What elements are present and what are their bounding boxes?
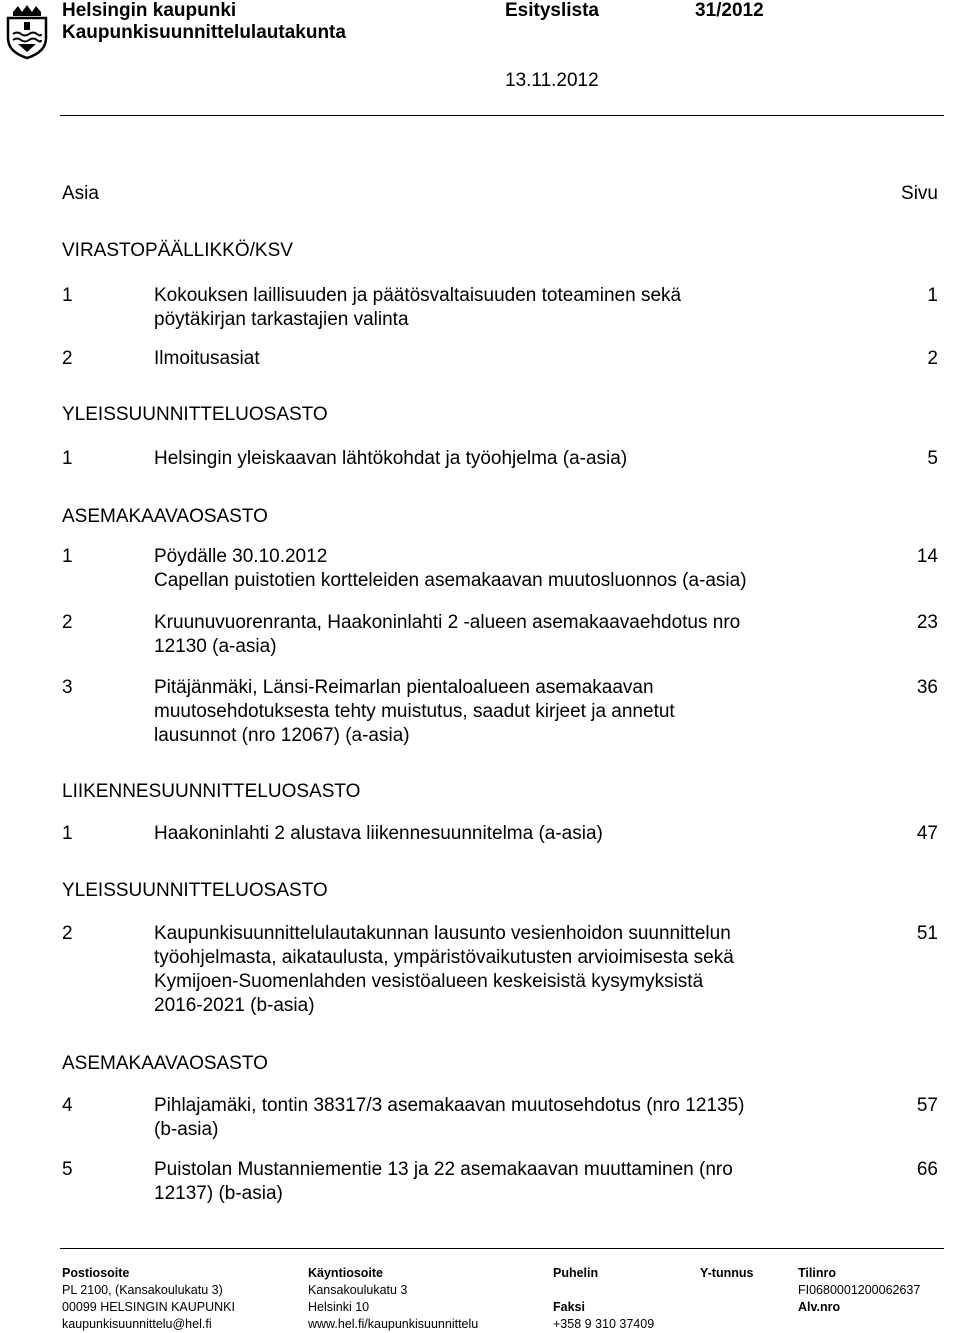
- postal-address-line: 00099 HELSINGIN KAUPUNKI: [62, 1300, 235, 1314]
- organization-name: Helsingin kaupunki: [62, 0, 237, 21]
- footer-divider: [60, 1248, 944, 1249]
- item-text-line: Pihlajamäki, tontin 38317/3 asemakaavan muutosehdotus (nro 12135): [154, 1095, 745, 1116]
- postal-address-label: Postiosoite: [62, 1266, 130, 1280]
- item-page-number: 36: [916, 677, 938, 698]
- item-number: 2: [62, 923, 73, 944]
- item-page-number: 57: [916, 1095, 938, 1116]
- section-heading: ASEMAKAAVAOSASTO: [62, 506, 268, 527]
- item-number: 1: [62, 285, 73, 306]
- website-link[interactable]: www.hel.fi/kaupunkisuunnittelu: [308, 1317, 479, 1331]
- page-column-heading: Sivu: [901, 183, 938, 204]
- section-heading: VIRASTOPÄÄLLIKKÖ/KSV: [62, 240, 293, 261]
- item-text-line: Pitäjänmäki, Länsi-Reimarlan pientaloalueen asemakaavan: [154, 677, 654, 698]
- fax-label: Faksi: [553, 1300, 585, 1314]
- item-text-line: Kokouksen laillisuuden ja päätösvaltaisuuden toteaminen sekä: [154, 285, 682, 306]
- item-text-line: Kruunuvuorenranta, Haakoninlahti 2 -alueen asemakaavaehdotus nro: [154, 612, 741, 633]
- item-page-number: 51: [916, 923, 938, 944]
- item-page-number: 2: [927, 348, 938, 369]
- footer-postal-address: [62, 1265, 235, 1333]
- helsinki-crest-icon: [4, 4, 50, 60]
- item-text-line: pöytäkirjan tarkastajien valinta: [154, 309, 409, 330]
- footer-visiting-address: [308, 1265, 478, 1333]
- item-text-line: muutosehdotuksesta tehty muistutus, saadut kirjeet ja annetut: [154, 701, 675, 722]
- visiting-address-line: Kansakoulukatu 3: [308, 1283, 408, 1297]
- vat-label: Alv.nro: [798, 1300, 841, 1314]
- item-text-line: Pöydälle 30.10.2012: [154, 546, 328, 567]
- item-text-line: 12137) (b-asia): [154, 1183, 283, 1204]
- item-text-line: Kymijoen-Suomenlahden vesistöalueen keskeisistä kysymyksistä: [154, 971, 704, 992]
- item-number: 2: [62, 612, 73, 633]
- section-heading: LIIKENNESUUNNITTELUOSASTO: [62, 781, 361, 802]
- item-page-number: 14: [916, 546, 938, 567]
- document-type: Esityslista: [505, 0, 599, 21]
- section-heading: YLEISSUUNNITTELUOSASTO: [62, 404, 328, 425]
- item-text-line: Helsingin yleiskaavan lähtökohdat ja työohjelma (a-asia): [154, 448, 628, 469]
- section-heading: YLEISSUUNNITTELUOSASTO: [62, 880, 328, 901]
- item-text-line: Puistolan Mustanniementie 13 ja 22 asemakaavan muuttaminen (nro: [154, 1159, 733, 1180]
- item-text-line: (b-asia): [154, 1119, 219, 1140]
- item-text-line: lausunnot (nro 12067) (a-asia): [154, 725, 410, 746]
- item-text-line: Kaupunkisuunnittelulautakunnan lausunto vesienhoidon suunnittelun: [154, 923, 731, 944]
- item-text-line: työohjelmasta, aikataulusta, ympäristövaikutusten arvioimisesta sekä: [154, 947, 734, 968]
- footer-business-id: [700, 1265, 753, 1282]
- item-text-line: Haakoninlahti 2 alustava liikennesuunnitelma (a-asia): [154, 823, 603, 844]
- item-number: 1: [62, 448, 73, 469]
- item-page-number: 47: [916, 823, 938, 844]
- item-number: 1: [62, 823, 73, 844]
- item-number: 5: [62, 1159, 73, 1180]
- item-number: 1: [62, 546, 73, 567]
- section-heading: ASEMAKAAVAOSASTO: [62, 1053, 268, 1074]
- item-number: 3: [62, 677, 73, 698]
- subject-column-heading: Asia: [62, 183, 99, 204]
- fax-number: +358 9 310 37409: [553, 1317, 655, 1331]
- phone-label: Puhelin: [553, 1266, 599, 1280]
- header-divider: [60, 115, 944, 116]
- visiting-address-line: Helsinki 10: [308, 1300, 370, 1314]
- document-number: 31/2012: [695, 0, 764, 21]
- item-text-line: 12130 (a-asia): [154, 636, 277, 657]
- account-label: Tilinro: [798, 1266, 836, 1280]
- item-page-number: 1: [927, 285, 938, 306]
- item-number: 4: [62, 1095, 73, 1116]
- item-text-line: Capellan puistotien kortteleiden asemakaavan muutosluonnos (a-asia): [154, 570, 747, 591]
- item-number: 2: [62, 348, 73, 369]
- item-page-number: 66: [916, 1159, 938, 1180]
- item-page-number: 23: [916, 612, 938, 633]
- footer-account: [798, 1265, 920, 1316]
- account-number: FI0680001200062637: [798, 1283, 921, 1297]
- email-address[interactable]: kaupunkisuunnittelu@hel.fi: [62, 1317, 212, 1331]
- meeting-date: 13.11.2012: [505, 70, 599, 91]
- item-page-number: 5: [927, 448, 938, 469]
- item-text-line: Ilmoitusasiat: [154, 348, 260, 369]
- item-text-line: 2016-2021 (b-asia): [154, 995, 315, 1016]
- business-id-label: Y-tunnus: [700, 1266, 754, 1280]
- visiting-address-label: Käyntiosoite: [308, 1266, 384, 1280]
- footer-phone: [553, 1265, 654, 1333]
- postal-address-line: PL 2100, (Kansakoulukatu 3): [62, 1283, 223, 1297]
- board-name: Kaupunkisuunnittelulautakunta: [62, 22, 346, 43]
